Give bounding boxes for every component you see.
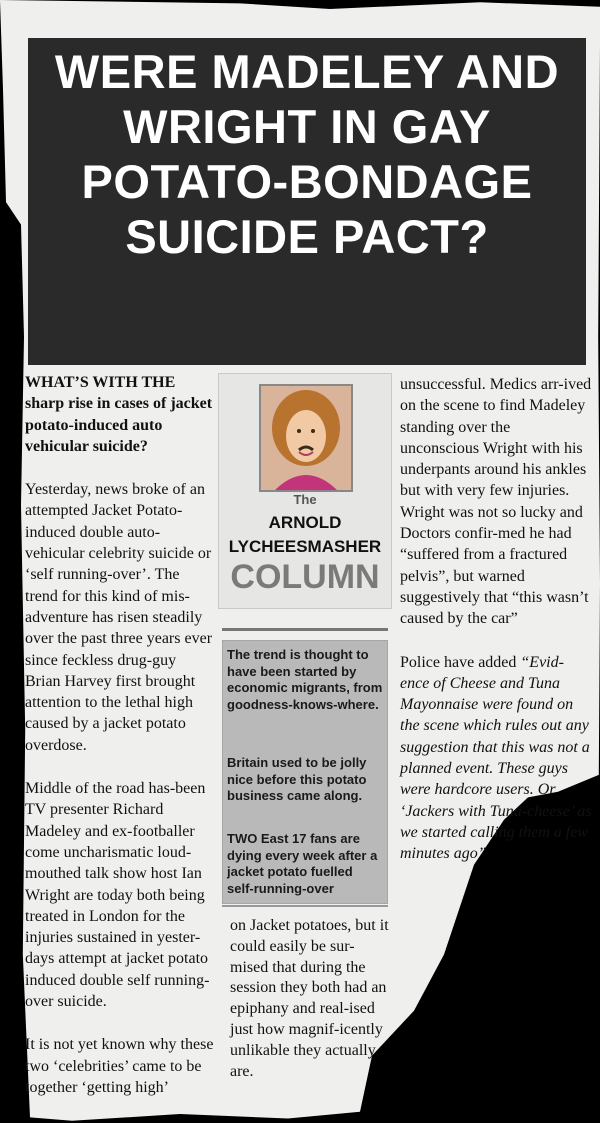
- article-paragraph: It is not yet known why these two ‘celebrities’ came to be together ‘getting high’: [25, 1036, 214, 1096]
- portrait-icon: [261, 386, 351, 490]
- columnist-photo: [259, 384, 353, 492]
- article-paragraph: on Jacket potatoes, but it could easily be sur-mised that during the session they both had an epiphany and real-ised just how magnif-icently unlikable they actually are.: [230, 917, 389, 1080]
- divider: [222, 628, 388, 631]
- article-paragraph: Middle of the road has-been TV presenter Richard Madeley and ex-footballer come uncharismatic loud-mouthed talk show host Ian Wright are today both being treated in London for the injuries sustained in yester-days attempt at jacket potato induced double self running-over suicide.: [25, 780, 210, 1011]
- police-quote: “Evid-ence of Cheese and Tuna Mayonnaise were found on the scene which rules out any suggestion that this was not a planned event. These guys were hardcore users. Or ‘Jackers with Tuna-cheese’ as we started calling them a few minutes ago”: [400, 653, 592, 863]
- pull-quote-text: Britain used to be jolly nice before this potato business came along.: [227, 755, 367, 803]
- columnist-the: The: [293, 492, 317, 507]
- pull-quote-text: The trend is thought to have been started by economic migrants, from goodness-knows-where.: [227, 647, 383, 712]
- pull-quote-box: [222, 640, 388, 904]
- headline: WERE MADELEY AND WRIGHT IN GAY POTATO-BONDAGE SUICIDE PACT?: [54, 45, 560, 263]
- column-label: COLUMN: [230, 558, 380, 596]
- middle-column: [230, 916, 392, 1082]
- pull-quote-text: TWO East 17 fans are dying every week after a jacket potato fuelled self-running-over: [227, 831, 378, 896]
- article-paragraph: Yesterday, news broke of an attempted Jacket Potato-induced double auto-vehicular celebrity suicide or ‘self running-over’. The trend for this kind of mis-adventure has risen steadily over the past three years ever since feckless drug-guy Brian Harvey first brought attention to the lethal high caused by a jacket potato overdose.: [25, 481, 213, 754]
- columnist-last-name: LYCHEESMASHER: [228, 537, 382, 556]
- columnist-box: [218, 373, 392, 609]
- divider: [222, 905, 388, 907]
- article-paragraph: unsuccessful. Medics arr-ived on the scene to find Madeley standing over the unconscious Wright with his underpants around his ankles but with very few injuries. Wright was not so lucky and Doctors confir-med he had “suffered from a fractured pelvis”, but warned suggestively that “this wasn’t caused by the car”: [400, 376, 592, 628]
- columnist-first-name: ARNOLD: [268, 513, 342, 532]
- kicker: WHAT’S WITH THE sharp rise in cases of jacket potato-induced auto vehicular suicide?: [25, 374, 213, 455]
- right-column: [400, 374, 592, 865]
- left-column: [25, 372, 215, 1098]
- article-paragraph: [400, 652, 592, 865]
- police-lead: Police have added: [400, 653, 517, 671]
